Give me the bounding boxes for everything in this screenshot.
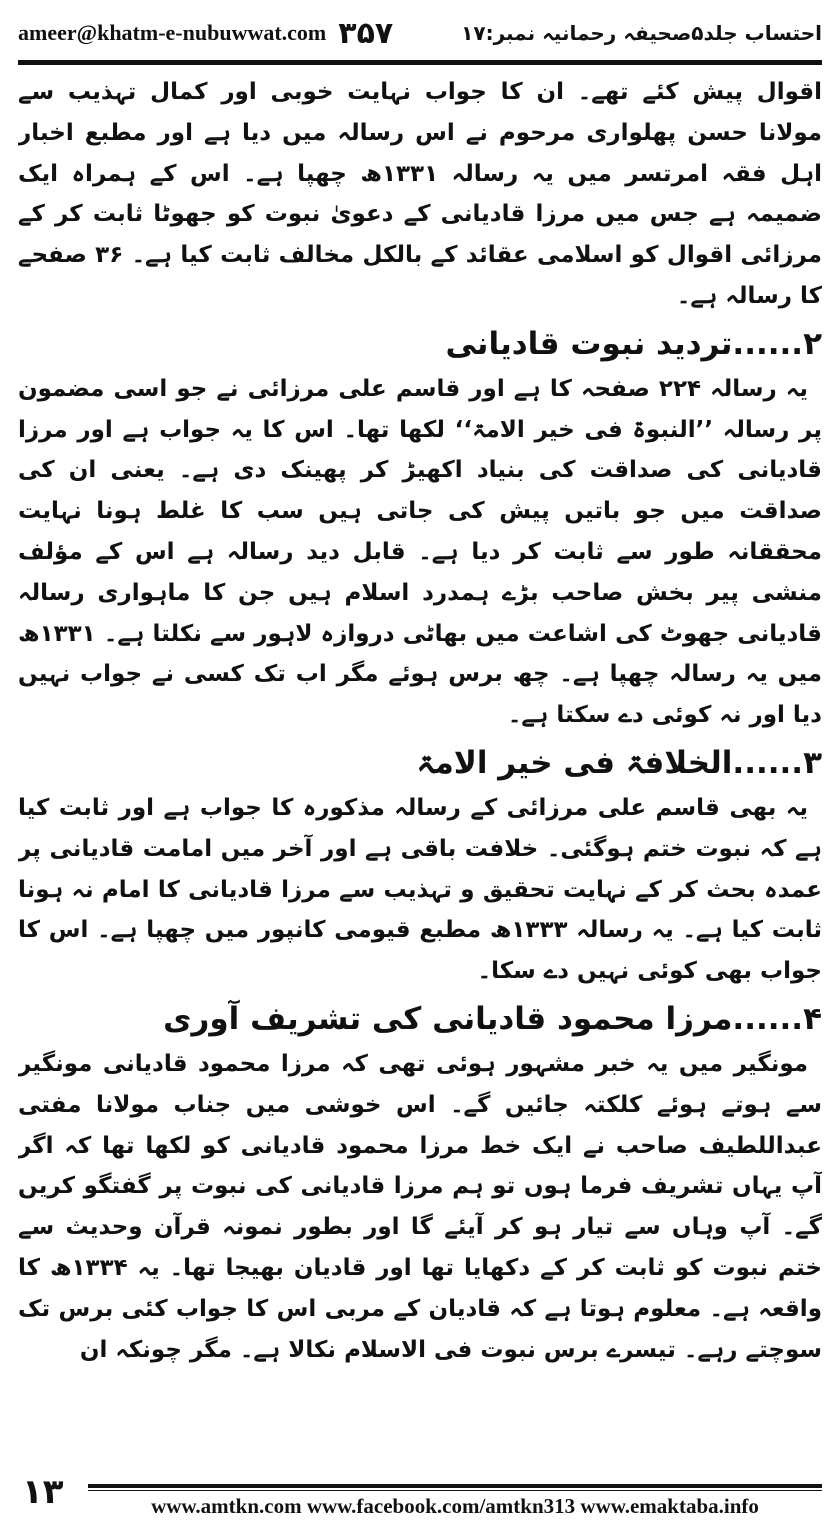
paragraph-1: اقوال پیش کئے تھے۔ ان کا جواب نہایت خوبی اور کمال تہذیب سے مولانا حسن پھلواری مرحوم نے اس رسالہ میں دیا ہے اور مطبع اخبار اہل فقہ امرتسر میں یہ رسالہ ۱۳۳۱ھ چھپا ہے۔ اس کے ہمراہ ایک ضمیمہ ہے جس میں مرزا قادیانی کے دعویٰ نبوت کو جھوٹا ثابت کر کے مرزائی اقوال کو اسلامی عقائد کے بالکل مخالف ثابت کیا ہے۔ ۳۶ صفحے کا رسالہ ہے۔: [18, 79, 822, 309]
section-heading-4: ۴......مرزا محمود قادیانی کی تشریف آوری: [163, 1000, 822, 1037]
header-email: ameer@khatm-e-nubuwwat.com: [18, 20, 327, 45]
footer-links: www.amtkn.com www.facebook.com/amtkn313 www.emaktaba.info: [151, 1494, 759, 1518]
header-left: [18, 16, 393, 51]
footer-page-number: ۱۳: [22, 1472, 64, 1512]
paragraph-2: یہ رسالہ ۲۲۴ صفحہ کا ہے اور قاسم علی مرزائی نے جو اسی مضمون پر رسالہ ’’النبوۃ فی خیر الامۃ‘‘ لکھا تھا۔ اس کا یہ جواب ہے اور مرزا قادیانی کی صداقت کی بنیاد اکھیڑ کر پھینک دی ہے۔ یعنی ان کی صداقت میں جو باتیں پیش کی جاتی ہیں سب کا غلط ہونا نہایت محققانہ طور سے ثابت کر دیا ہے۔ قابل دید رسالہ ہے اس کے مؤلف منشی پیر بخش صاحب بڑے ہمدرد اسلام ہیں جن کا ماہواری رسالہ قادیانی جھوٹ کی اشاعت میں بھاٹی دروازہ لاہور سے نکلتا ہے۔ ۱۳۳۱ھ میں یہ رسالہ چھپا ہے۔ چھ برس ہوئے مگر اب تک کسی نے جواب نہیں دیا اور نہ کوئی دے سکتا ہے۔: [18, 375, 822, 729]
section-heading-2: ۲......تردید نبوت قادیانی: [445, 325, 822, 362]
paragraph-3: یہ بھی قاسم علی مرزائی کے رسالہ مذکورہ کا جواب ہے اور ثابت کیا ہے کہ نبوت ختم ہوگئی۔ خلافت باقی ہے اور آخر میں امامت قادیانی پر عمدہ بحث کر کے نہایت تحقیق و تہذیب سے مرزا قادیانی کا امام نہ ہونا ثابت کیا ہے۔ یہ رسالہ ۱۳۳۳ھ مطبع قیومی کانپور میں چھپا ہے۔ اس کا جواب بھی کوئی نہیں دے سکا۔: [18, 794, 822, 985]
footer-rule-thin: [88, 1490, 822, 1491]
header-rule: [18, 60, 822, 65]
page-footer: [18, 1470, 822, 1528]
page-header: [18, 10, 822, 56]
page-body: [18, 72, 822, 1462]
footer-rule-thick: [88, 1484, 822, 1488]
section-heading-3: ۳......الخلافۃ فی خیر الامۃ: [416, 744, 822, 781]
header-volume-info: احتساب جلد۵صحیفہ رحمانیہ نمبر:۱۷: [461, 21, 822, 45]
paragraph-4: مونگیر میں یہ خبر مشہور ہوئی تھی کہ مرزا محمود قادیانی مونگیر سے ہوتے ہوئے کلکتہ جائیں گے۔ اس خوشی میں جناب مولانا مفتی عبداللطیف صاحب نے ایک خط مرزا محمود قادیانی کو لکھا تھا کہ اگر آپ یہاں تشریف فرما ہوں تو ہم مرزا قادیانی کی نبوت پر گفتگو کریں گے۔ آپ وہاں سے تیار ہو کر آیئے گا اور بطور نمونہ قرآن وحدیث سے ختم نبوت کو ثابت کر کے دکھایا تھا اور قادیان بھیجا تھا۔ یہ ۱۳۳۴ھ کا واقعہ ہے۔ معلوم ہوتا ہے کہ قادیان کے مربی اس کا جواب کئی برس تک سوچتے رہے۔ تیسرے برس نبوت فی الاسلام نکالا ہے۔ مگر چونکہ ان: [18, 1050, 822, 1363]
header-page-number: ۳۵۷: [338, 15, 394, 51]
